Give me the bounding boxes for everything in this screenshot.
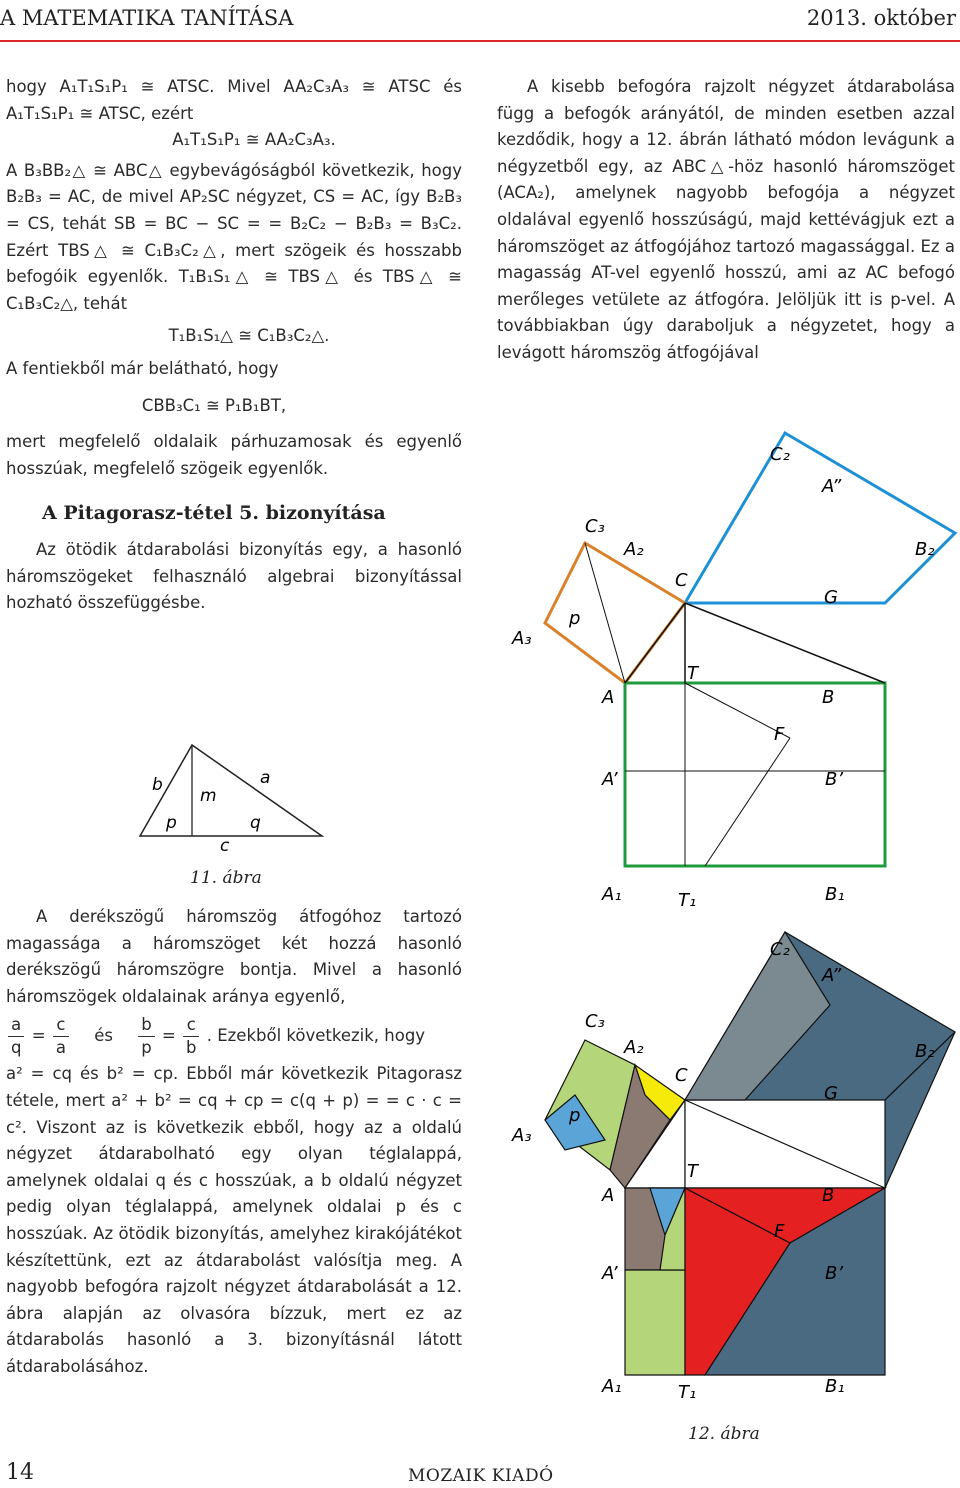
- left-column: [6, 74, 462, 617]
- label-T: T: [687, 663, 698, 684]
- fraction-b-p: $\frac{b}{p}$: [138, 1014, 154, 1059]
- label-p-b: p: [569, 1105, 581, 1126]
- fig11-label-q: q: [250, 813, 261, 833]
- label-T1-b: T₁: [678, 1382, 697, 1403]
- fig11-label-a: a: [260, 768, 271, 788]
- fig11-label-b: b: [152, 775, 163, 795]
- fractions-line: $\frac{a}{q}$ = $\frac{c}{a}$ és $\frac{b}{p}$ = $\frac{c}{b}$ . Ezekből következik, hogy: [6, 1014, 462, 1059]
- label-B-prime-b: B’: [825, 1263, 844, 1284]
- label-B1-b: B₁: [825, 1376, 845, 1397]
- blue-square: [685, 433, 955, 603]
- line-Fdiag: [705, 738, 790, 866]
- paragraph-intro: Az ötödik átdarabolási bizonyítás egy, a hasonló háromszögeket felhasználó algebrai bizonyítással hozható összefüggésbe.: [6, 539, 462, 613]
- label-F: F: [774, 724, 785, 745]
- label-C2-b: C₂: [770, 939, 790, 960]
- label-B2-b: B₂: [915, 1041, 935, 1062]
- paragraph-fentiekbol: A fentiekből már belátható, hogy: [6, 358, 279, 378]
- label-A-double: A”: [822, 476, 842, 497]
- publisher: MOZAIK KIADÓ: [408, 1466, 554, 1486]
- issue-date: 2013. október: [806, 6, 956, 30]
- equation-1: A₁T₁S₁P₁ ≅ AA₂C₃A₃.: [172, 130, 336, 150]
- label-C3-b: C₃: [585, 1011, 605, 1032]
- paragraph-congruence-1: hogy A₁T₁S₁P₁ ≅ ATSC. Mivel AA₂C₃A₃ ≅ ATSC és A₁T₁S₁P₁ ≅ ATSC, ezért: [6, 77, 462, 123]
- piece-white-triangle-2: [685, 1100, 885, 1188]
- left-column-lower: [6, 904, 462, 1381]
- figure-12-colored: [500, 925, 960, 1425]
- label-A3: A₃: [512, 628, 532, 649]
- orange-square: [545, 543, 685, 683]
- word-es: és: [94, 1026, 113, 1046]
- fig11-label-p: p: [166, 813, 177, 833]
- fraction-c-a: $\frac{c}{a}$: [53, 1014, 69, 1059]
- label-G: G: [824, 587, 838, 608]
- section-title: A Pitagorasz-tétel 5. bizonyítása: [42, 502, 386, 525]
- header-rule: [0, 40, 960, 42]
- label-C3: C₃: [585, 516, 605, 537]
- fig11-label-m: m: [200, 786, 217, 806]
- paragraph-mert: mert megfelelő oldalaik párhuzamosak és egyenlő hosszúak, megfelelő szögeik egyenlők.: [6, 432, 462, 478]
- label-A2-b: A₂: [624, 1037, 644, 1058]
- paragraph-final: a² = cq és b² = cp. Ebből már következik Pitagorasz tétele, mert a² + b² = cq + cp = c(q + p) = = c · c = c². Viszont az is következik ebből, hogy az a oldalú négyzet átdarabolható egy olyan téglalappá, amelynek oldalai q és c hosszúak, a b oldalú négyzet pedig olyan téglalappá, amelynek oldalai p és c hosszúak. Az ötödik bizonyítás, amelyhez kirakójátékot készítettünk, ezt az átdarabolást valósítja meg. A nagyobb befogóra rajzolt négyzet átdarabolását a 12. ábra alapján az olvasóra bízzuk, mert ez az átdarabolás hasonló a 3. bizonyításnál látott átdarabolásához.: [6, 1064, 462, 1376]
- label-A-prime: A’: [602, 769, 618, 790]
- figure-11-caption: 11. ábra: [190, 868, 262, 888]
- paragraph-congruence-2: A B₃BB₂△ ≅ ABC△ egybevágóságból következik, hogy B₂B₃ = AC, de mivel AP₂SC négyzet, CS = AC, így B₂B₃ = CS, tehát SB = BC − SC = = B₂C₂ − B₂B₃ = B₃C₂. Ezért TBS△ ≅ C₁B₃C₂△, mert szögeik és hosszabb befogóik egyenlők. T₁B₁S₁△ ≅ TBS△ és TBS△ ≅ C₁B₃C₂△, tehát: [6, 160, 462, 313]
- figure-11-triangle: [130, 738, 330, 853]
- label-A: A: [602, 687, 615, 708]
- label-C2: C₂: [770, 444, 790, 465]
- green-square: [625, 683, 885, 866]
- label-B-prime: B’: [825, 769, 844, 790]
- label-A-double-b: A”: [822, 965, 842, 986]
- paragraph-derekszogu: A derékszögű háromszög átfogóhoz tartozó magassága a háromszöget két hozzá hasonló derékszögű háromszögre bontja. Mivel a hasonló háromszögek oldalainak aránya egyenlő,: [6, 907, 462, 1006]
- label-B-b: B: [822, 1185, 835, 1206]
- label-T1: T₁: [678, 890, 697, 911]
- label-F-b: F: [774, 1221, 785, 1242]
- fraction-after: . Ezekből következik, hogy: [206, 1026, 426, 1046]
- label-B: B: [822, 687, 835, 708]
- fraction-c-b: $\frac{c}{b}$: [183, 1014, 199, 1059]
- label-B1: B₁: [825, 884, 845, 905]
- label-A1-b: A₁: [602, 1376, 622, 1397]
- fig11-label-c: c: [220, 836, 230, 853]
- fraction-a-q: $\frac{a}{q}$: [8, 1014, 24, 1059]
- label-G-b: G: [824, 1083, 838, 1104]
- journal-title: A MATEMATIKA TANÍTÁSA: [0, 6, 294, 30]
- label-A2: A₂: [624, 539, 644, 560]
- label-A3-b: A₃: [512, 1125, 532, 1146]
- piece-green-rect: [625, 1270, 685, 1375]
- label-B2: B₂: [915, 539, 935, 560]
- label-A-b: A: [602, 1185, 615, 1206]
- equation-2: T₁B₁S₁△ ≅ C₁B₃C₂△.: [168, 326, 330, 346]
- edge-CB: [685, 603, 885, 683]
- label-T-b: T: [687, 1161, 698, 1182]
- figure-12-caption: 12. ábra: [688, 1424, 760, 1444]
- label-p: p: [569, 608, 581, 629]
- label-C: C: [675, 570, 688, 591]
- figure-12-outline: [500, 420, 960, 920]
- paragraph-kisebb: A kisebb befogóra rajzolt négyzet átdarabolása függ a befogók arányától, de minden esetben azzal kezdődik, hogy a 12. ábrán látható módon levágunk a négyzetből egy, az ABC△-höz hasonló háromszöget (ACA₂), amelynek nagyobb befogója a négyzet oldalával egyenlő hosszúságú, majd kettévágjuk ezt a háromszöget az átfogójához tartozó magassággal. Ez a magasság AT-vel egyenlő hosszú, ami az AC befogó merőleges vetülete az átfogóra. Jelöljük itt is p-vel. A továbbiakban úgy daraboljuk a négyzetet, hogy a levágott háromszög átfogójával: [497, 77, 955, 362]
- edge-AC: [625, 603, 685, 683]
- label-A1: A₁: [602, 884, 622, 905]
- label-A-prime-b: A’: [602, 1263, 618, 1284]
- equation-3: CBB₃C₁ ≅ P₁B₁BT,: [141, 395, 287, 415]
- label-C-b: C: [675, 1065, 688, 1086]
- page-number: 14: [6, 1460, 34, 1485]
